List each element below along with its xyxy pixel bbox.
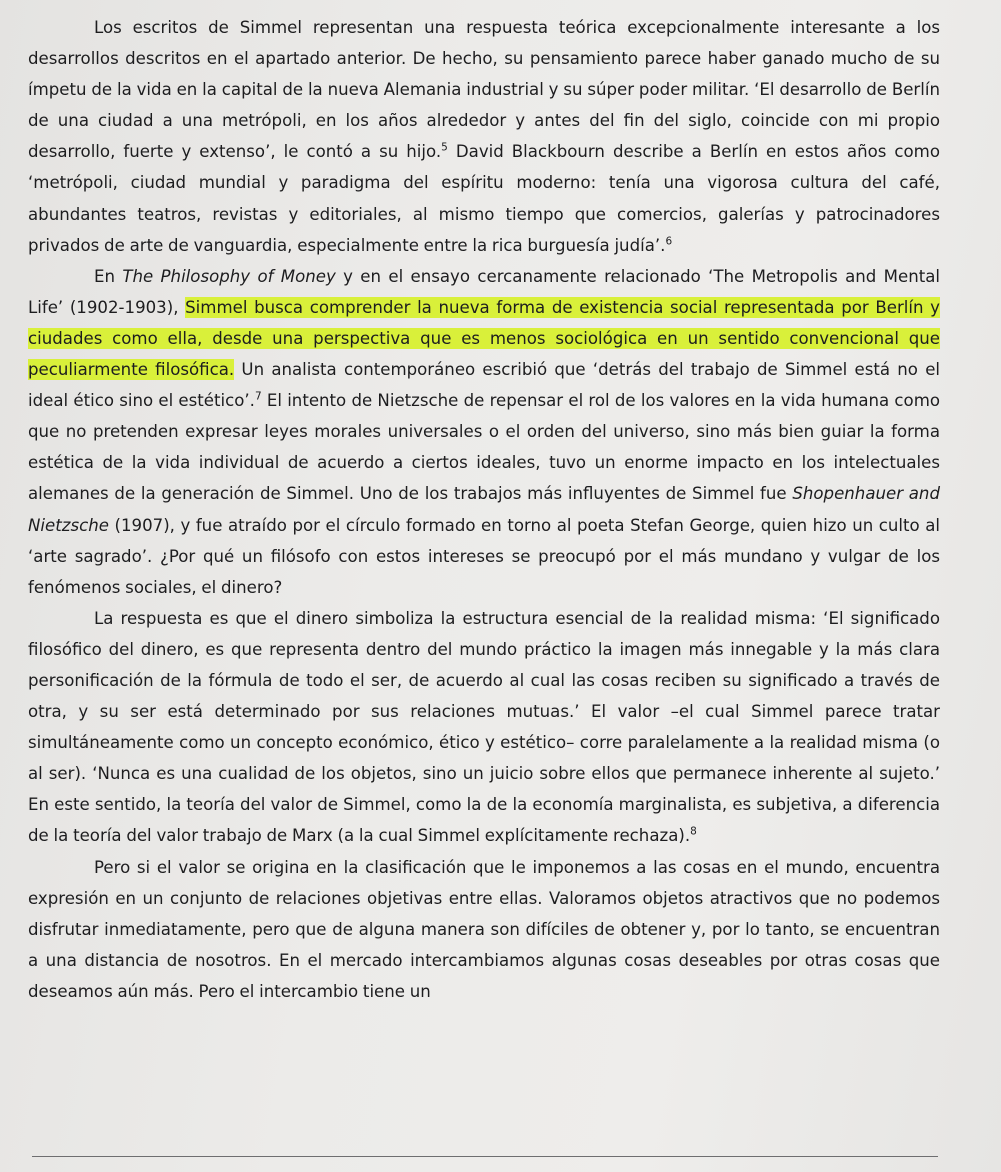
- text-run: Los escritos de Simmel representan una respuesta teórica excepcionalmente interesante a los desarrollos descritos en el apartado anterior. De hecho, su pensamiento parece haber ganado mucho de su ímpetu de la vida en la capital de la nueva Alemania industrial y su súper poder militar. ‘El desarrollo de Berlín de una ciudad a una metrópoli, en los años alrededor y antes del fin del siglo, coincide con mi propio desarrollo, fuerte y extenso’, le contó a su hijo.: [28, 18, 940, 162]
- footnote-ref-6: 6: [665, 235, 673, 248]
- text-run: El intento de Nietzsche de repensar el rol de los valores en la vida humana como que no pretenden expresar leyes morales universales o el orden del universo, sino más bien guiar la forma estética de la vida individual de acuerdo a ciertos ideales, tuvo un enorme impacto en los intelectuales alemanes de la generación de Simmel. Uno de los trabajos más influyentes de Simmel fue: [28, 391, 941, 504]
- text-run: (1907), y fue atraído por el círculo formado en torno al poeta Stefan George, quien hizo un culto al ‘arte sagrado’. ¿Por qué un filósofo con estos intereses se preocupó por el más mundano y vulgar de los fenómenos sociales, el dinero?: [28, 515, 940, 597]
- body-text: [28, 12, 940, 1007]
- highlighted-passage: Simmel busca comprender la nueva forma de existencia social representada por Berlín y ciudades como ella, desde una perspectiva que es menos sociológica en un sentido convencional que peculiarmente filosófica.: [28, 297, 940, 380]
- text-run: Pero si el valor se origina en la clasificación que le imponemos a las cosas en el mundo, encuentra expresión en un conjunto de relaciones objetivas entre ellas. Valoramos objetos atractivos que no podemos disfrutar inmediatamente, pero que de alguna manera son difíciles de obtener y, por lo tanto, se encuentran a una distancia de nosotros. En el mercado intercambiamos algunas cosas deseables por otras cosas que deseamos aún más. Pero el intercambio tiene un: [28, 857, 940, 1001]
- footnote-ref-5: 5: [441, 141, 448, 154]
- text-run: En: [94, 266, 123, 286]
- footnote-divider-line: [32, 1156, 938, 1157]
- footnote-ref-7: 7: [254, 390, 262, 403]
- book-title: The Philosophy of Money: [122, 266, 336, 286]
- paragraph-4: [28, 852, 940, 1007]
- footnote-ref-8: 8: [690, 825, 697, 838]
- text-run: David Blackbourn describe a Berlín en estos años como ‘metrópoli, ciudad mundial y paradigma del espíritu moderno: tenía una vigorosa cultura del café, abundantes teatros, revistas y editoriales, al mismo tiempo que comercios, galerías y patrocinadores privados de arte de vanguardia, especialmente entre la rica burguesía judía’.: [28, 142, 940, 255]
- text-run: La respuesta es que el dinero simboliza la estructura esencial de la realidad misma: ‘El significado filosófico del dinero, es que representa dentro del mundo práctico la imagen más innegable y la más clara personificación de la fórmula de todo el ser, de acuerdo al cual las cosas reciben su significado a través de otra, y su ser está determinado por sus relaciones mutuas.’ El valor –el cual Simmel parece tratar simultáneamente como un concepto económico, ético y estético– corre paralelamente a la realidad misma (o al ser). ‘Nunca es una cualidad de los objetos, sino un juicio sobre ellos que permanece inherente al sujeto.’ En este sentido, la teoría del valor de Simmel, como la de la economía marginalista, es subjetiva, a diferencia de la teoría del valor trabajo de Marx (a la cual Simmel explícitamente rechaza).: [28, 608, 940, 846]
- paragraph-2: [28, 261, 940, 603]
- text-run: Un analista contemporáneo escribió que ‘detrás del trabajo de Simmel está no el ideal ético sino el estético’.: [28, 360, 941, 411]
- paragraph-1: [28, 12, 940, 261]
- text-run: y en el ensayo cercanamente relacionado ‘The Metropolis and Mental Life’ (1902-1903),: [28, 266, 940, 317]
- book-title: Shopenhauer and Nietzsche: [28, 484, 940, 535]
- paragraph-3: [28, 603, 940, 852]
